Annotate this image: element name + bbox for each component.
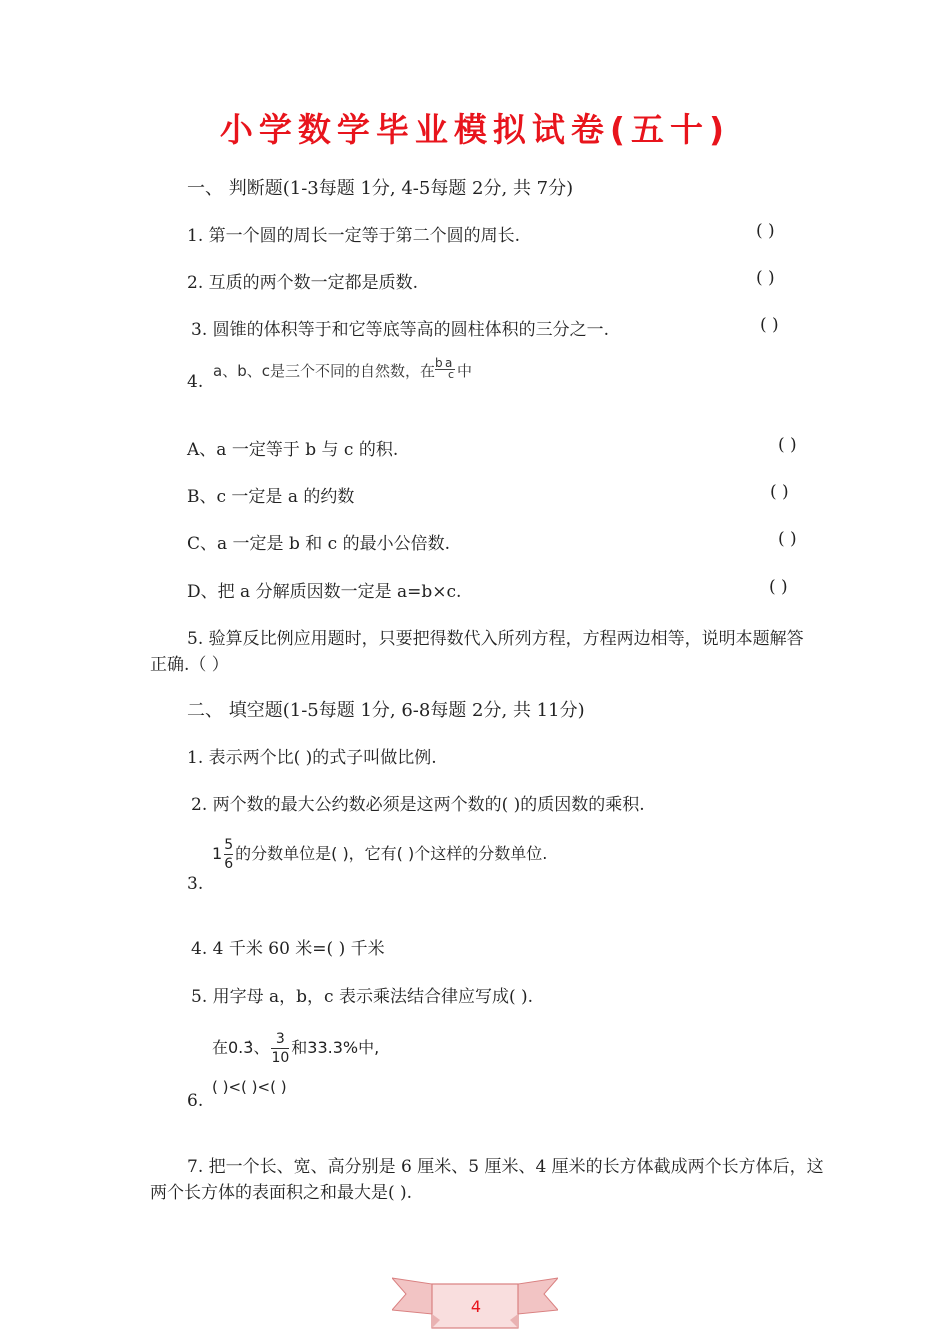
s1-option-d: D、把 a 分解质因数一定是 a=b×c. [187, 582, 462, 602]
s1-question-5-line1: 5. 验算反比例应用题时，只要把得数代入所列方程，方程两边相等，说明本题解答 [187, 629, 804, 649]
s2-question-7-line2: 两个长方体的表面积之和最大是( ). [150, 1183, 413, 1203]
s2-question-6-number: 6. [187, 1091, 204, 1111]
page-number: 4 [470, 1297, 482, 1316]
s1-option-c-bracket[interactable]: ( ) [778, 529, 797, 549]
s1-option-a-bracket[interactable]: ( ) [778, 435, 797, 455]
s1-q3-answer-bracket[interactable]: ( ) [760, 315, 779, 335]
s2-question-7-line1: 7. 把一个长、宽、高分别是 6 厘米、5 厘米、4 厘米的长方体截成两个长方体后，这 [187, 1157, 824, 1177]
s1-question-2: 2. 互质的两个数一定都是质数. [187, 273, 419, 293]
s1-q1-answer-bracket[interactable]: ( ) [756, 221, 775, 241]
s2-question-3-number: 3. [187, 874, 204, 894]
section1-heading: 一、 判断题(1-3每题 1分, 4-5每题 2分, 共 7分) [187, 178, 574, 199]
section2-heading: 二、 填空题(1-5每题 1分, 6-8每题 2分, 共 11分) [187, 700, 585, 721]
s2-question-3-text: 1 $\frac{5}{6}$ 的分数单位是( )，它有( )个这样的分数单位. [212, 837, 548, 872]
s1-question-4-number: 4. [187, 372, 204, 392]
s1-question-5-line2: 正确.（ ） [150, 655, 229, 675]
s1-option-b: B、c 一定是 a 的约数 [187, 487, 355, 507]
s2-question-5: 5. 用字母 a，b，c 表示乘法结合律应写成( ). [191, 987, 534, 1007]
s1-q2-answer-bracket[interactable]: ( ) [756, 268, 775, 288]
s1-option-b-bracket[interactable]: ( ) [770, 482, 789, 502]
s2-question-6-text: 在0.3̇、 $\frac{3}{10}$ 和33.3%中, [212, 1031, 380, 1066]
s1-option-a: A、a 一定等于 b 与 c 的积. [187, 440, 399, 460]
s2-question-1: 1. 表示两个比( )的式子叫做比例. [187, 748, 437, 768]
s2-question-4: 4. 4 千米 60 米=( ) 千米 [191, 939, 385, 959]
s1-question-1: 1. 第一个圆的周长一定等于第二个圆的周长. [187, 226, 521, 246]
page-title: 小学数学毕业模拟试卷(五十) [219, 110, 731, 149]
s1-option-c: C、a 一定是 b 和 c 的最小公倍数. [187, 534, 450, 554]
s1-option-d-bracket[interactable]: ( ) [769, 577, 788, 597]
s1-question-3: 3. 圆锥的体积等于和它等底等高的圆柱体积的三分之一. [191, 320, 610, 340]
s1-question-4-text: a、b、c是三个不同的自然数，在 b a c 中 [213, 356, 472, 381]
s2-question-2: 2. 两个数的最大公约数必须是这两个数的( )的质因数的乘积. [191, 795, 645, 815]
s2-question-6-blanks[interactable]: ( )<( )<( ) [212, 1078, 287, 1096]
